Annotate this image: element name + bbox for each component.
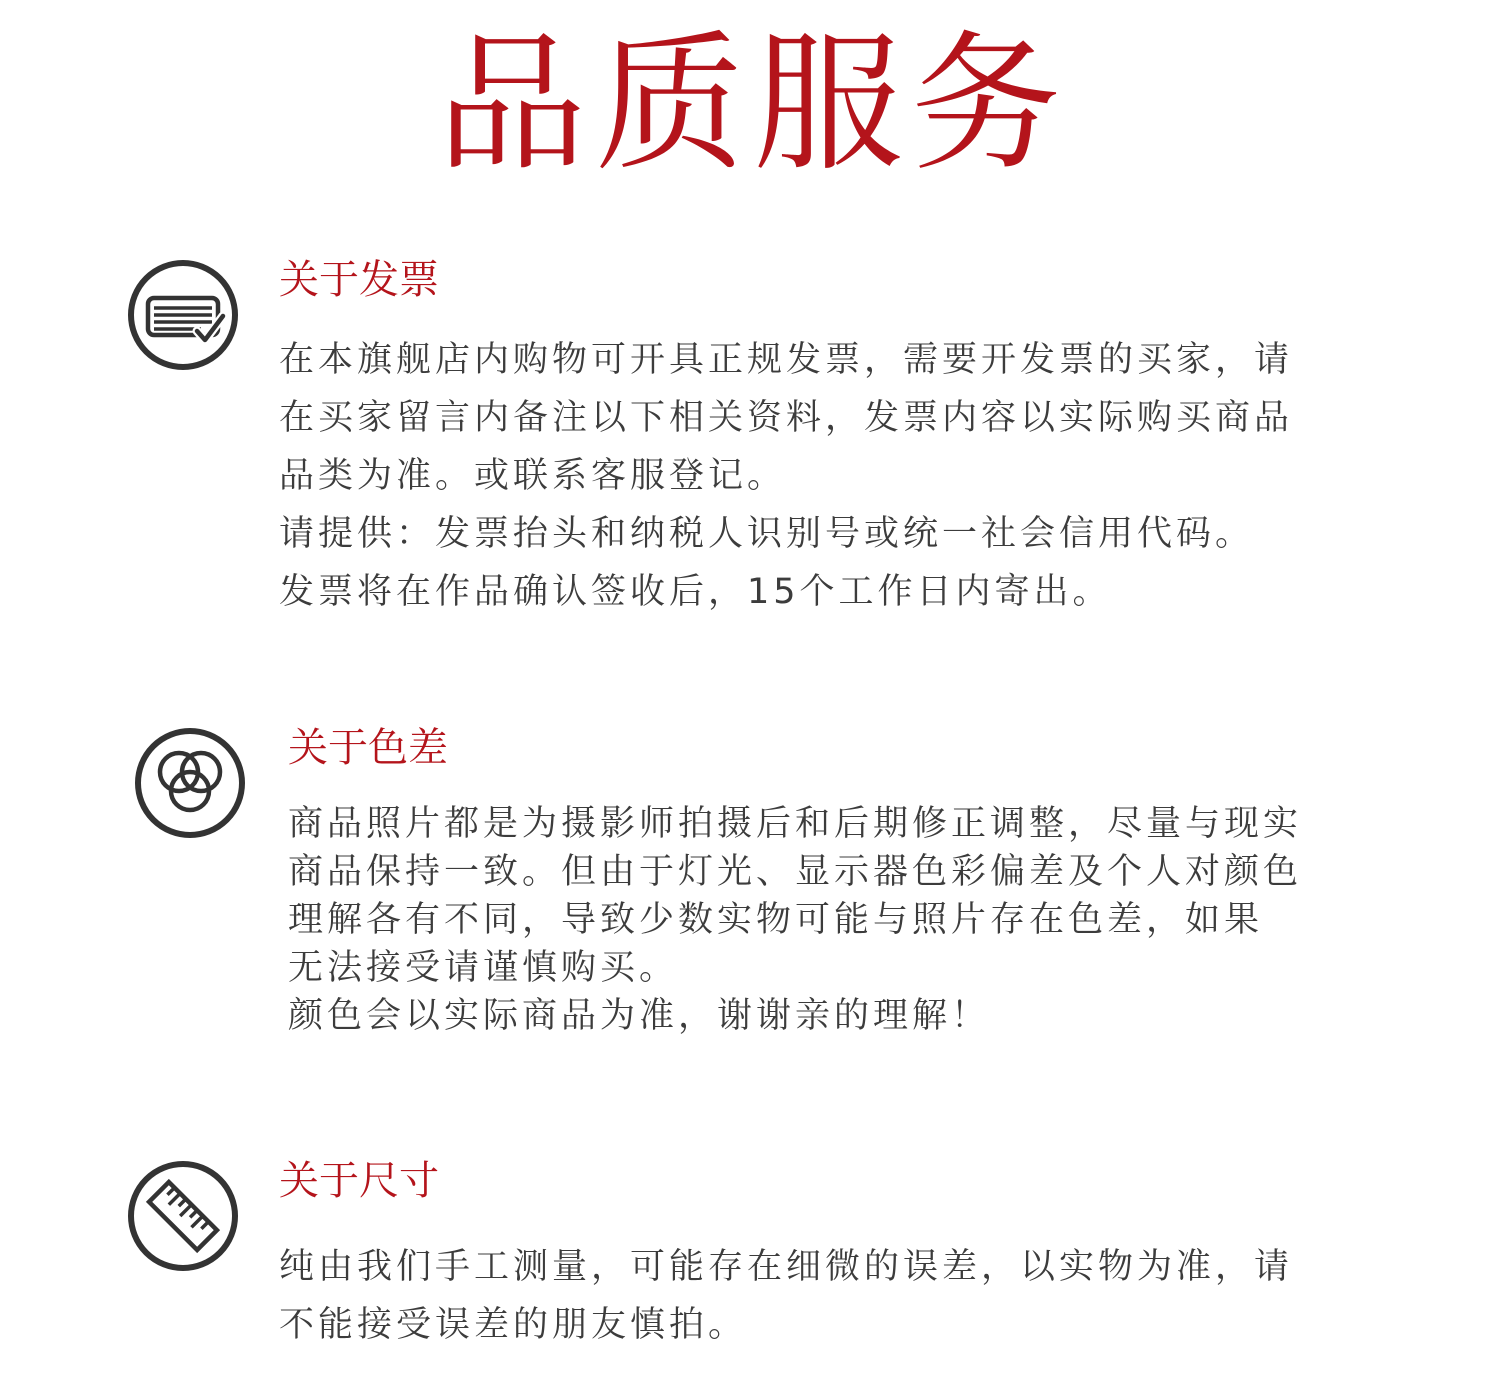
color-section-body [288,800,1302,1040]
page-title: 品质服务 [436,18,1069,192]
color-circles-icon [134,727,246,839]
color-section-title: 关于色差 [288,725,448,771]
size-section-body [279,1238,1293,1354]
size-section-title: 关于尺寸 [279,1158,439,1204]
invoice-section-title: 关于发票 [279,257,439,303]
color-text-line: 无法接受请谨慎购买。 [288,948,679,988]
invoice-text-line: 在本旗舰店内购物可开具正规发票，需要开发票的买家，请 [279,340,1294,380]
ruler-icon [127,1160,239,1272]
color-text-line: 商品保持一致。但由于灯光、显示器色彩偏差及个人对颜色 [288,852,1303,892]
color-text-line: 商品照片都是为摄影师拍摄后和后期修正调整，尽量与现实 [288,804,1303,844]
size-text-line: 不能接受误差的朋友慎拍。 [279,1305,748,1345]
invoice-text-line: 发票将在作品确认签收后，15个工作日内寄出。 [279,572,1112,612]
color-text-line: 颜色会以实际商品为准，谢谢亲的理解！ [288,996,991,1036]
color-text-line: 理解各有不同，导致少数实物可能与照片存在色差，如果 [288,900,1264,940]
size-text-line: 纯由我们手工测量，可能存在细微的误差，以实物为准，请 [279,1247,1294,1287]
invoice-icon [127,259,239,371]
invoice-section-body [279,331,1293,621]
invoice-text-line: 在买家留言内备注以下相关资料，发票内容以实际购买商品 [279,398,1294,438]
invoice-text-line: 请提供：发票抬头和纳税人识别号或统一社会信用代码。 [279,514,1255,554]
invoice-text-line: 品类为准。或联系客服登记。 [279,456,787,496]
